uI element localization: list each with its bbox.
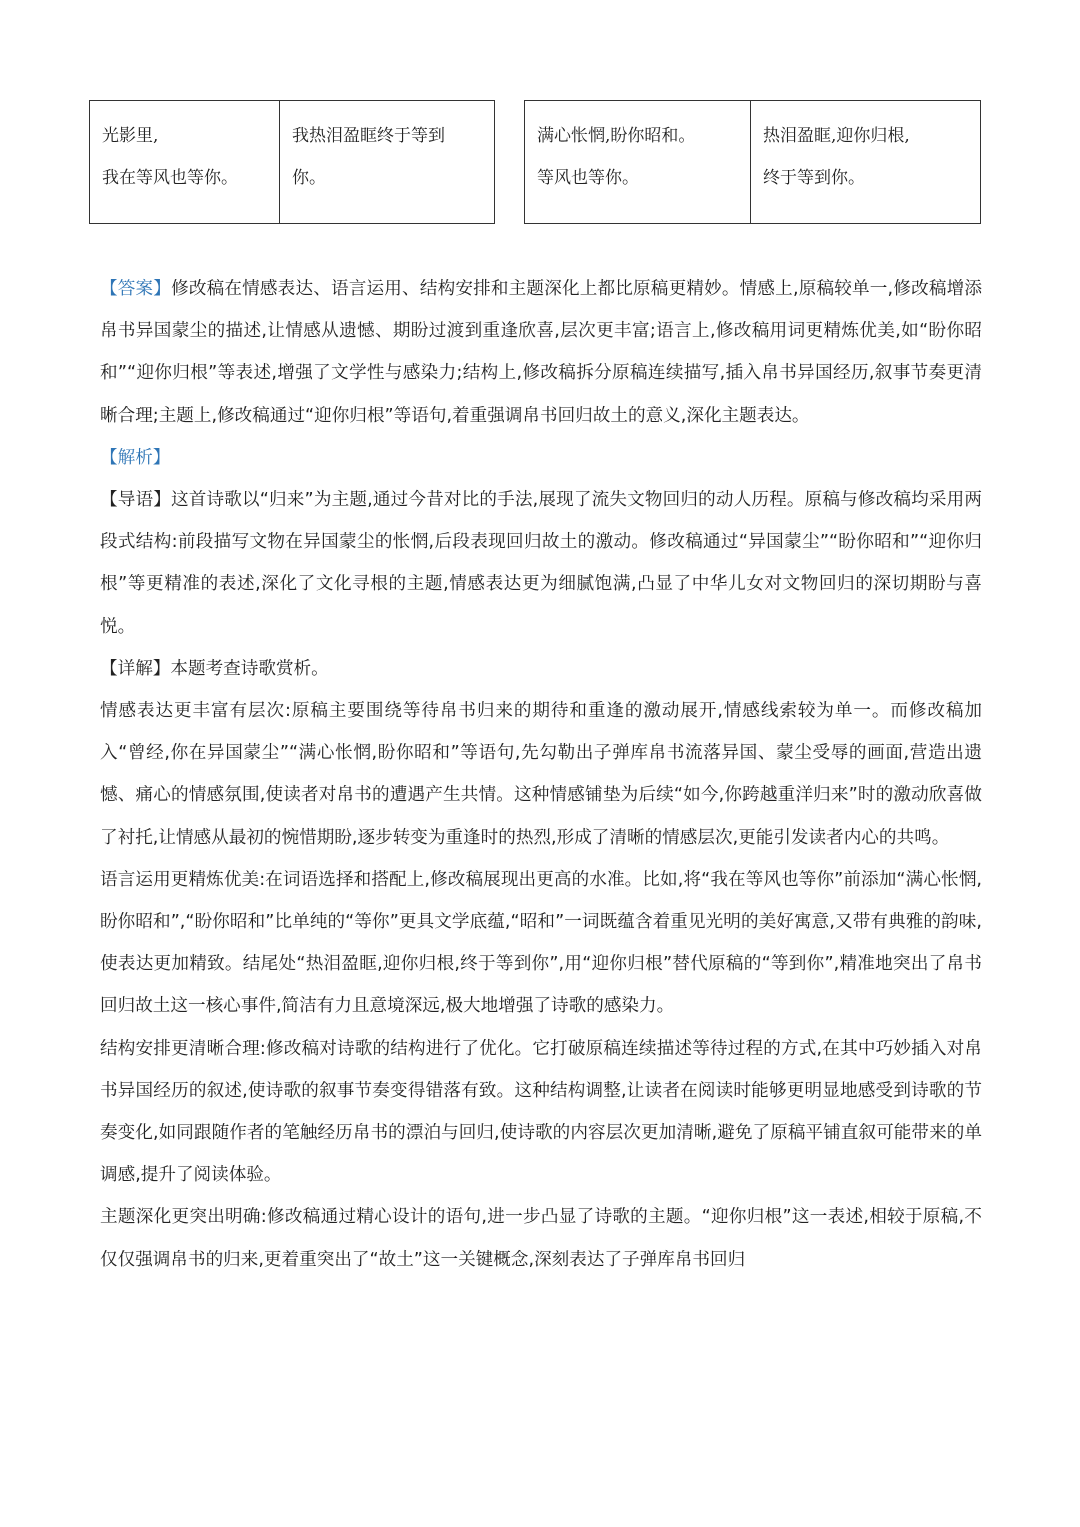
original-poem-col-2 <box>280 101 495 224</box>
language-paragraph: 语言运用更精炼优美:在词语选择和搭配上,修改稿展现出更高的水准。比如,将“我在等风也等你”前添加“满心怅惘,盼你昭和”,“盼你昭和”比单纯的“等你”更具文学底蕴,“昭和”一词既蕴含着重见光明的美好寓意,又带有典雅的韵味,使表达更加精致。结尾处“热泪盈眶,迎你归根,终于等到你”,用“迎你归根”替代原稿的“等到你”,精准地突出了帛书回归故土这一核心事件,简洁有力且意境深远,极大地增强了诗歌的感染力。 <box>100 869 982 1017</box>
original-poem-col-1 <box>90 101 280 224</box>
poem-line: 你。 <box>292 168 326 188</box>
detail-paragraph: 【详解】本题考查诗歌赏析。 <box>100 658 329 679</box>
poem-line: 终于等到你。 <box>763 168 865 188</box>
poem-line: 我热泪盈眶终于等到 <box>292 126 445 146</box>
poem-line: 满心怅惘,盼你昭和。 <box>537 126 696 146</box>
poem-line: 热泪盈眶,迎你归根, <box>763 126 910 146</box>
answer-text: 修改稿在情感表达、语言运用、结构安排和主题深化上都比原稿更精妙。情感上,原稿较单一,修改稿增添帛书异国蒙尘的描述,让情感从遗憾、期盼过渡到重逢欣喜,层次更丰富;语言上,修改稿用词更精炼优美,如“盼你昭和”“迎你归根”等表述,增强了文学性与感染力;结构上,修改稿拆分原稿连续描写,插入帛书异国经历,叙事节奏更清晰合理;主题上,修改稿通过“迎你归根”等语句,着重强调帛书回归故土的意义,深化主题表达。 <box>100 279 982 426</box>
analysis-heading <box>100 437 982 479</box>
analysis-tag: 【解析】 <box>100 447 171 468</box>
poem-line: 光影里, <box>102 126 159 146</box>
theme-paragraph: 主题深化更突出明确:修改稿通过精心设计的语句,进一步凸显了诗歌的主题。“迎你归根”这一表述,相较于原稿,不仅仅强调帛书的归来,更着重突出了“故土”这一关键概念,深刻表达了子弹库帛书回归 <box>100 1207 982 1270</box>
poem-line: 等风也等你。 <box>537 168 639 188</box>
emotion-paragraph: 情感表达更丰富有层次:原稿主要围绕等待帛书归来的期待和重逢的激动展开,情感线索较为单一。而修改稿加入“曾经,你在异国蒙尘”“满心怅惘,盼你昭和”等语句,先勾勒出子弹库帛书流落异国、蒙尘受辱的画面,营造出遗憾、痛心的情感氛围,使读者对帛书的遭遇产生共情。这种情感铺垫为后续“如今,你跨越重洋归来”时的激动欣喜做了衬托,让情感从最初的惋惜期盼,逐步转变为重逢时的热烈,形成了清晰的情感层次,更能引发读者内心的共鸣。 <box>100 701 982 848</box>
structure-paragraph: 结构安排更清晰合理:修改稿对诗歌的结构进行了优化。它打破原稿连续描述等待过程的方式,在其中巧妙插入对帛书异国经历的叙述,使诗歌的叙事节奏变得错落有致。这种结构调整,让读者在阅读时能够更明显地感受到诗歌的节奏变化,如同跟随作者的笔触经历帛书的漂泊与回归,使诗歌的内容层次更加清晰,避免了原稿平铺直叙可能带来的单调感,提升了阅读体验。 <box>100 1038 982 1186</box>
original-poem-table <box>89 100 495 224</box>
answer-tag: 【答案】 <box>100 279 172 299</box>
revised-poem-table <box>524 100 981 224</box>
poem-line: 我在等风也等你。 <box>102 168 238 188</box>
answer-paragraph <box>100 268 982 437</box>
revised-poem-col-1 <box>525 101 751 224</box>
answer-analysis-body <box>100 268 982 1281</box>
revised-poem-col-2 <box>751 101 981 224</box>
intro-paragraph: 【导语】这首诗歌以“归来”为主题,通过今昔对比的手法,展现了流失文物回归的动人历程。原稿与修改稿均采用两段式结构:前段描写文物在异国蒙尘的怅惘,后段表现回归故土的激动。修改稿通过“异国蒙尘”“盼你昭和”“迎你归根”等更精准的表述,深化了文化寻根的主题,情感表达更为细腻饱满,凸显了中华儿女对文物回归的深切期盼与喜悦。 <box>100 490 982 637</box>
